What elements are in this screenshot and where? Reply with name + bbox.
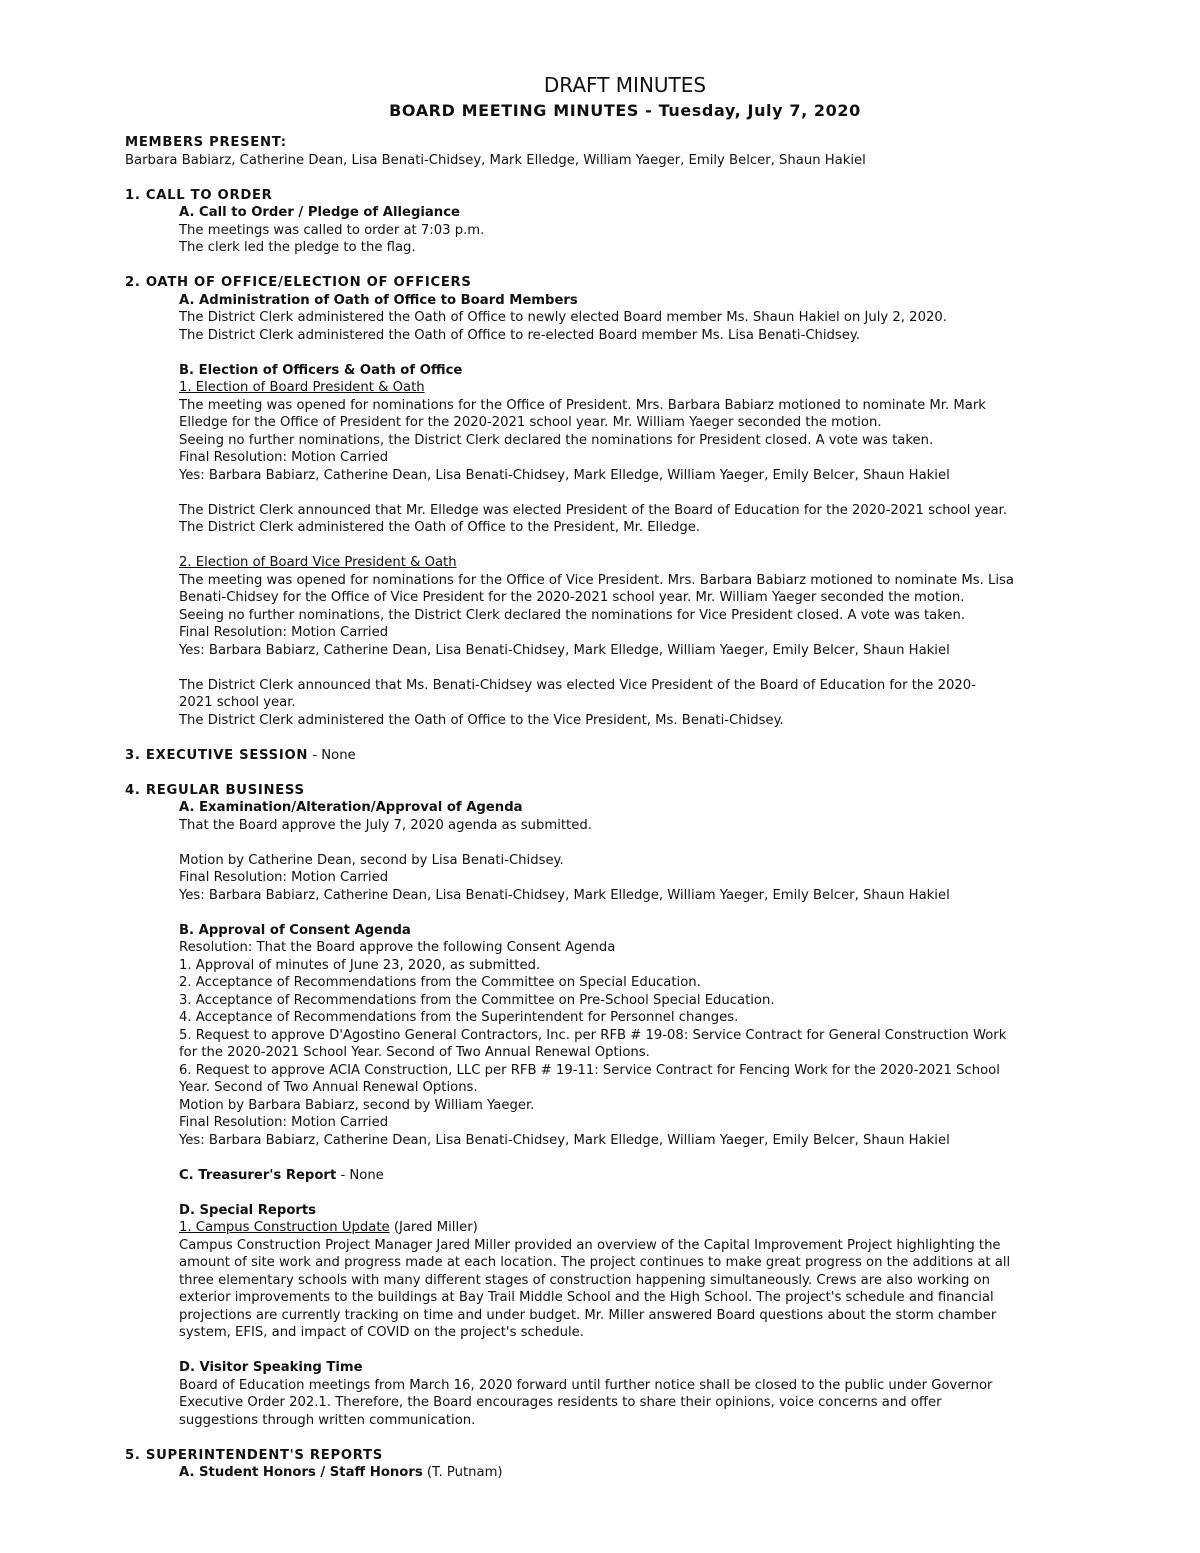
section-2b2-line: Yes: Barbara Babiarz, Catherine Dean, Lisa Benati-Chidsey, Mark Elledge, William Yaeger, Emily Belcer, Shaun Hakiel [179,642,950,658]
section-4b-line: 2. Acceptance of Recommendations from the Committee on Special Education. [179,975,701,990]
section-4d1-line: projections are currently tracking on time and under budget. Mr. Miller answered Board questions about the storm chamber [179,1307,997,1323]
section-4b-line: Yes: Barbara Babiarz, Catherine Dean, Lisa Benati-Chidsey, Mark Elledge, William Yaeger, Emily Belcer, Shaun Hakiel [179,1132,950,1148]
section-4c-suffix: - None [336,1167,384,1183]
minutes-page [125,72,1125,1482]
section-2a-title: A. Administration of Oath of Office to Board Members [179,292,578,308]
section-2-heading: 2. OATH OF OFFICE/ELECTION OF OFFICERS [125,275,472,290]
section-4a-title: A. Examination/Alteration/Approval of Agenda [179,800,523,815]
section-5a [125,1464,1125,1482]
section-2a-line: The District Clerk administered the Oath of Office to re-elected Board member Ms. Lisa Benati-Chidsey. [179,327,861,343]
section-4b-line: 1. Approval of minutes of June 23, 2020, as submitted. [179,957,541,973]
section-1a-line: The clerk led the pledge to the flag. [179,240,416,255]
section-4b-line: 5. Request to approve D'Agostino General Contractors, Inc. per RFB # 19-08: Service Contract for General Construction Work [179,1027,1007,1043]
section-2b2-line: The District Clerk administered the Oath of Office to the Vice President, Ms. Benati-Chidsey. [179,712,784,728]
section-2b2-line: The meeting was opened for nominations for the Office of Vice President. Mrs. Barbara Babiarz motioned to nominate Ms. Lisa [179,572,1014,588]
section-2b2-line: Benati-Chidsey for the Office of Vice President for the 2020-2021 school year. Mr. William Yaeger seconded the motion. [179,590,965,605]
section-2b2-title: 2. Election of Board Vice President & Oath [179,555,457,570]
section-1-heading: 1. CALL TO ORDER [125,187,273,203]
document-subtitle: BOARD MEETING MINUTES - Tuesday, July 7, 2020 [389,101,861,120]
section-4a-line: That the Board approve the July 7, 2020 agenda as submitted. [179,817,592,833]
section-4a-line: Motion by Catherine Dean, second by Lisa Benati-Chidsey. [179,852,564,868]
section-2b1-title: 1. Election of Board President & Oath [179,380,425,395]
section-4d1-title: 1. Campus Construction Update [179,1220,390,1235]
section-2b-title: B. Election of Officers & Oath of Office [179,362,463,378]
section-2b1-line: Final Resolution: Motion Carried [179,450,389,465]
members-present-names: Barbara Babiarz, Catherine Dean, Lisa Benati-Chidsey, Mark Elledge, William Yaeger, Emily Belcer, Shaun Hakiel [125,152,866,168]
section-2b1-line: The District Clerk announced that Mr. Elledge was elected President of the Board of Education for the 2020-2021 school year. [179,502,1007,518]
section-4d2-line: Board of Education meetings from March 16, 2020 forward until further notice shall be closed to the public under Governor [179,1377,993,1393]
section-2b1-line: Elledge for the Office of President for the 2020-2021 school year. Mr. William Yaeger seconded the motion. [179,415,882,430]
section-4d1-line: Campus Construction Project Manager Jared Miller provided an overview of the Capital Improvement Project highlighting the [179,1237,1001,1253]
section-3 [125,747,1125,765]
section-4d1-line: exterior improvements to the buildings at Bay Trail Middle School and the High School. The project's schedule and financial [179,1290,994,1305]
section-4d2-line: suggestions through written communication. [179,1412,476,1428]
section-4b-line: 6. Request to approve ACIA Construction, LLC per RFB # 19-11: Service Contract for Fencing Work for the 2020-2021 School [179,1062,1000,1078]
section-1a-line: The meetings was called to order at 7:03 p.m. [179,222,485,238]
section-4d1 [125,1219,1125,1237]
section-2b1-line: Seeing no further nominations, the District Clerk declared the nominations for President closed. A vote was taken. [179,432,934,448]
section-2b2-line: 2021 school year. [179,695,296,710]
section-1a-title: A. Call to Order / Pledge of Allegiance [179,205,460,220]
section-4-heading: 4. REGULAR BUSINESS [125,782,305,798]
section-4c-title: C. Treasurer's Report [179,1167,337,1183]
section-2a-line: The District Clerk administered the Oath of Office to newly elected Board member Ms. Shaun Hakiel on July 2, 2020. [179,310,947,325]
section-2b1-line: The District Clerk administered the Oath of Office to the President, Mr. Elledge. [179,520,701,535]
section-4b-line: 3. Acceptance of Recommendations from the Committee on Pre-School Special Education. [179,992,775,1008]
section-2b2-line: Final Resolution: Motion Carried [179,625,389,640]
section-4b-line: Motion by Barbara Babiarz, second by William Yaeger. [179,1097,535,1113]
section-4b-line: for the 2020-2021 School Year. Second of Two Annual Renewal Options. [179,1045,650,1060]
section-4d1-line: amount of site work and progress made at each location. The project continues to make great progress on the additions at all [179,1255,1011,1270]
section-2b2-line: The District Clerk announced that Ms. Benati-Chidsey was elected Vice President of the Board of Education for the 2020- [179,677,976,693]
section-3-heading: 3. EXECUTIVE SESSION [125,747,309,763]
section-2b1-line: The meeting was opened for nominations for the Office of President. Mrs. Barbara Babiarz motioned to nominate Mr. Mark [179,397,986,413]
section-4c [125,1167,1125,1185]
section-2b1-line: Yes: Barbara Babiarz, Catherine Dean, Lisa Benati-Chidsey, Mark Elledge, William Yaeger, Emily Belcer, Shaun Hakiel [179,467,950,483]
section-4d-title: D. Special Reports [179,1202,317,1218]
section-4d1-line: system, EFIS, and impact of COVID on the project's schedule. [179,1325,584,1340]
section-5-heading: 5. SUPERINTENDENT'S REPORTS [125,1447,383,1463]
section-4d2-title: D. Visitor Speaking Time [179,1360,363,1375]
section-4b-line: Year. Second of Two Annual Renewal Options. [179,1080,478,1095]
section-4d1-suffix: (Jared Miller) [389,1220,478,1235]
section-5a-title: A. Student Honors / Staff Honors [179,1465,423,1480]
section-3-suffix: - None [308,747,356,763]
section-4d1-line: three elementary schools with many different stages of construction happening simultaneously. Crews are also working on [179,1272,990,1288]
section-2b2-line: Seeing no further nominations, the District Clerk declared the nominations for Vice President closed. A vote was taken. [179,607,966,623]
section-4b-title: B. Approval of Consent Agenda [179,922,411,938]
section-4a-line: Yes: Barbara Babiarz, Catherine Dean, Lisa Benati-Chidsey, Mark Elledge, William Yaeger, Emily Belcer, Shaun Hakiel [179,887,950,903]
section-4b-line: 4. Acceptance of Recommendations from the Superintendent for Personnel changes. [179,1010,739,1025]
section-4d2-line: Executive Order 202.1. Therefore, the Board encourages residents to share their opinions, voice concerns and offer [179,1395,942,1410]
members-present-heading: MEMBERS PRESENT: [125,135,287,150]
document-title: DRAFT MINUTES [543,73,707,97]
section-4b-line: Resolution: That the Board approve the following Consent Agenda [179,940,616,955]
section-4a-line: Final Resolution: Motion Carried [179,870,389,885]
section-5a-suffix: (T. Putnam) [422,1465,503,1480]
section-4b-line: Final Resolution: Motion Carried [179,1115,389,1130]
